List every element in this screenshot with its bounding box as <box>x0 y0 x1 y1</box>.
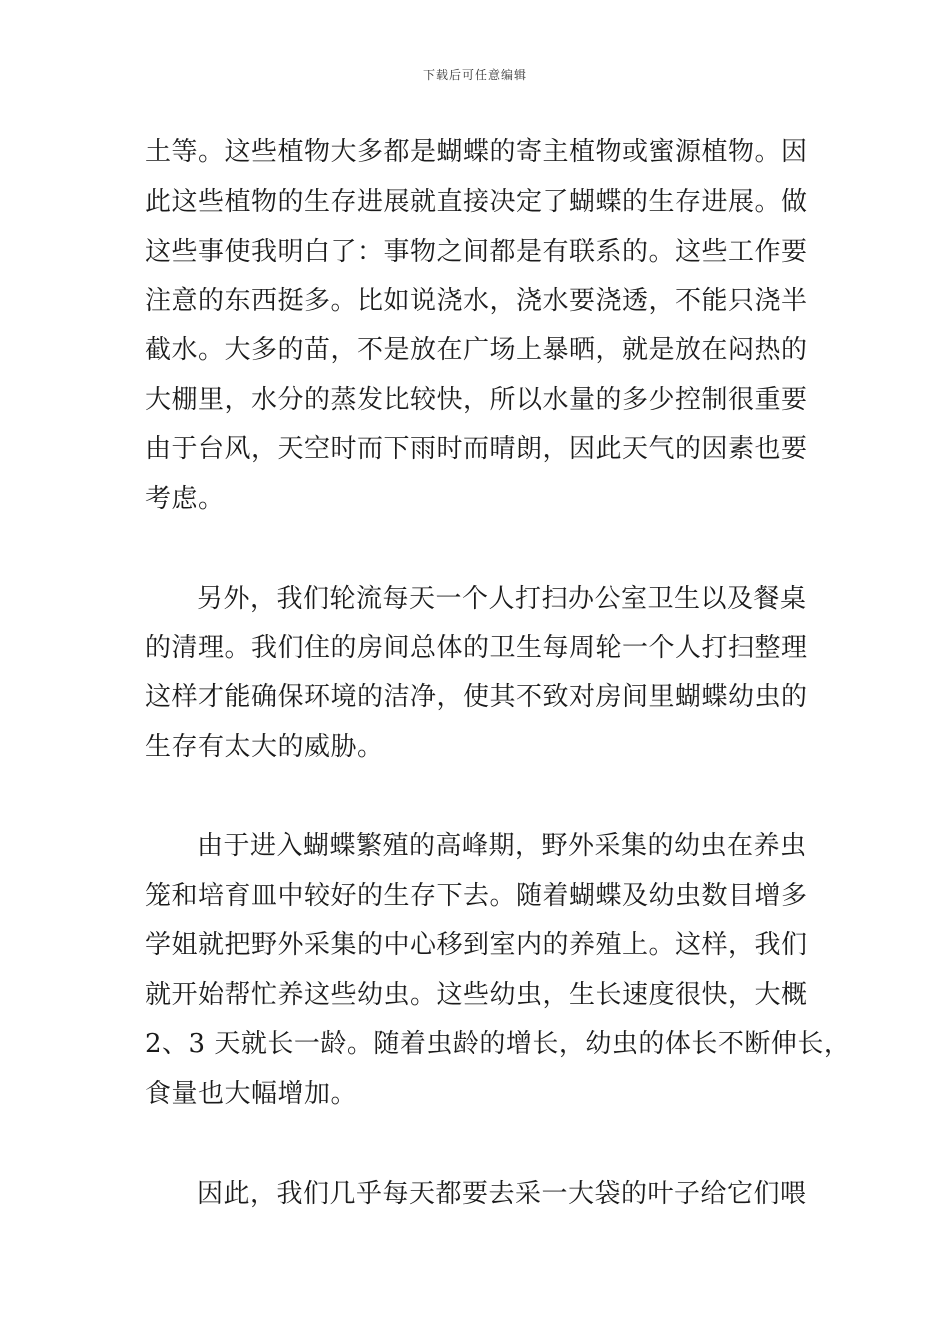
text-line: 就开始帮忙养这些幼虫。这些幼虫，生长速度很快，大概 <box>145 980 808 1010</box>
text-line: 大棚里，水分的蒸发比较快，所以水量的多少控制很重要 <box>145 385 808 415</box>
text-line: 生存有太大的威胁。 <box>145 732 384 762</box>
text-line: 截水。大多的苗，不是放在广场上暴晒，就是放在闷热的 <box>145 335 808 365</box>
text-line: 由于台风，天空时而下雨时而晴朗，因此天气的因素也要 <box>145 434 808 464</box>
page-header: 下载后可任意编辑 <box>422 68 527 82</box>
text-line: 食量也大幅增加。 <box>145 1079 358 1109</box>
text-line: 注意的东西挺多。比如说浇水，浇水要浇透，不能只浇半 <box>145 286 808 316</box>
text-line: 此这些植物的生存进展就直接决定了蝴蝶的生存进展。做 <box>145 187 808 217</box>
text-line: 笼和培育皿中较好的生存下去。随着蝴蝶及幼虫数目增多 <box>145 881 808 911</box>
text-line: 土等。这些植物大多都是蝴蝶的寄主植物或蜜源植物。因 <box>145 137 808 167</box>
text-line: 这样才能确保环境的洁净，使其不致对房间里蝴蝶幼虫的 <box>145 682 808 712</box>
text-line: 考虑。 <box>145 484 225 514</box>
text-line: 这些事使我明白了：事物之间都是有联系的。这些工作要 <box>145 237 808 267</box>
text-line: 因此，我们几乎每天都要去采一大袋的叶子给它们喂 <box>197 1179 807 1209</box>
text-line: 的清理。我们住的房间总体的卫生每周轮一个人打扫整理 <box>145 633 808 663</box>
text-line: 由于进入蝴蝶繁殖的高峰期，野外采集的幼虫在养虫 <box>197 831 807 861</box>
text-line: 学姐就把野外采集的中心移到室内的养殖上。这样，我们 <box>145 930 808 960</box>
text-line: 2、3 天就长一龄。随着虫龄的增长，幼虫的体长不断伸长， <box>145 1029 851 1059</box>
text-line: 另外，我们轮流每天一个人打扫办公室卫生以及餐桌 <box>197 584 807 614</box>
